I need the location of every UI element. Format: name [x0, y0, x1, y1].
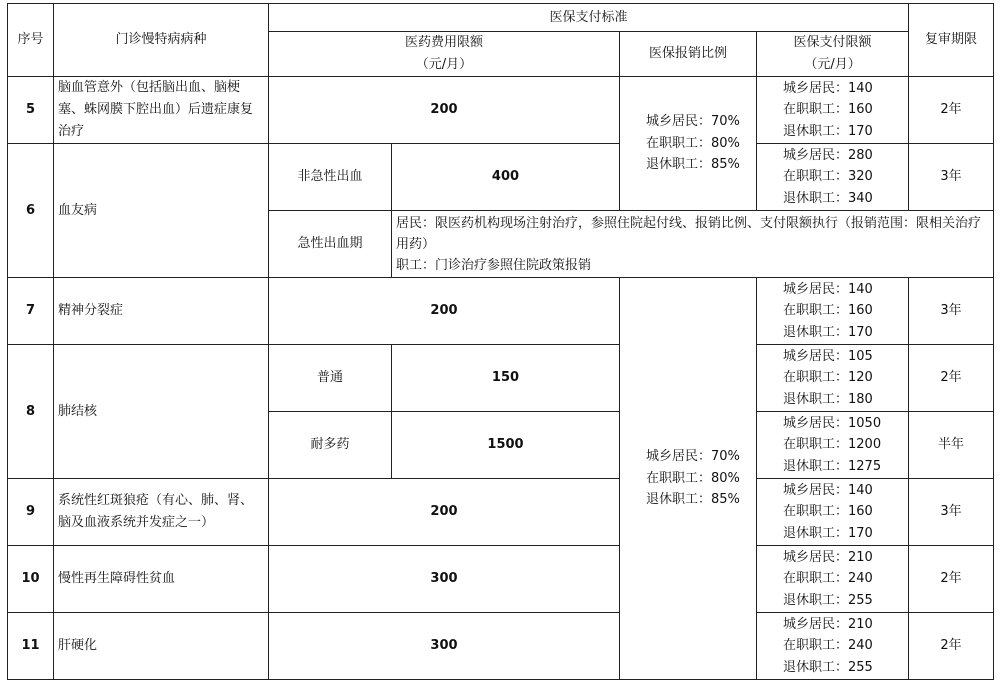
cost-limit: 1500 [392, 412, 620, 479]
pay-limit [757, 77, 909, 144]
review-period: 2年 [909, 77, 994, 144]
disease-name: 肺结核 [54, 345, 269, 479]
table-row [8, 345, 994, 412]
pay-employee: 在职职工：1200 [783, 437, 882, 453]
policy-note [392, 211, 994, 278]
note-employee: 职工：门诊治疗参照住院政策报销 [396, 257, 592, 273]
review-period: 2年 [909, 546, 994, 613]
table-row [8, 479, 994, 546]
pay-employee: 在职职工：120 [783, 370, 873, 386]
row-number: 9 [8, 479, 54, 546]
header-limit [269, 32, 620, 77]
review-period: 3年 [909, 144, 994, 211]
pay-retiree: 退休职工：255 [783, 592, 873, 608]
pay-employee: 在职职工：160 [783, 102, 873, 118]
sub-category: 非急性出血 [269, 144, 392, 211]
disease-name: 系统性红斑狼疮（有心、肺、肾、脑及血液系统并发症之一） [54, 479, 269, 546]
pay-limit [757, 345, 909, 412]
pay-limit [757, 479, 909, 546]
header-seq: 序号 [8, 4, 54, 77]
header-limit-unit: （元/月） [415, 57, 473, 72]
pay-limit [757, 546, 909, 613]
ratio-employee: 在职职工：80% [646, 470, 740, 486]
cost-limit: 400 [392, 144, 620, 211]
disease-name: 血友病 [54, 144, 269, 278]
row-number: 5 [8, 77, 54, 144]
reimbursement-ratio [620, 77, 757, 211]
pay-retiree: 退休职工：340 [783, 190, 873, 206]
row-number: 11 [8, 613, 54, 680]
pay-employee: 在职职工：160 [783, 303, 873, 319]
note-resident: 居民：限医药机构现场注射治疗，参照住院起付线、报销比例、支付限额执行（报销范围：限相关治疗用药） [396, 215, 982, 252]
cost-limit: 200 [269, 278, 620, 345]
row-number: 6 [8, 144, 54, 278]
review-period: 半年 [909, 412, 994, 479]
pay-resident: 城乡居民：140 [783, 80, 873, 96]
review-period: 2年 [909, 345, 994, 412]
pay-retiree: 退休职工：180 [783, 391, 873, 407]
header-ratio: 医保报销比例 [620, 32, 757, 77]
row-number: 10 [8, 546, 54, 613]
disease-name: 精神分裂症 [54, 278, 269, 345]
pay-retiree: 退休职工：255 [783, 659, 873, 675]
row-number: 7 [8, 278, 54, 345]
header-standard: 医保支付标准 [269, 4, 909, 32]
pay-employee: 在职职工：240 [783, 571, 873, 587]
cost-limit: 200 [269, 479, 620, 546]
sub-category: 急性出血期 [269, 211, 392, 278]
header-review: 复审期限 [909, 4, 994, 77]
ratio-resident: 城乡居民：70% [646, 449, 740, 465]
table-row [8, 546, 994, 613]
reimbursement-ratio [620, 278, 757, 680]
pay-limit [757, 278, 909, 345]
ratio-resident: 城乡居民：70% [646, 114, 740, 130]
review-period: 3年 [909, 479, 994, 546]
pay-retiree: 退休职工：170 [783, 123, 873, 139]
review-period: 3年 [909, 278, 994, 345]
cost-limit: 200 [269, 77, 620, 144]
pay-employee: 在职职工：320 [783, 169, 873, 185]
pay-retiree: 退休职工：1275 [783, 458, 882, 474]
pay-resident: 城乡居民：210 [783, 616, 873, 632]
disease-name: 慢性再生障碍性贫血 [54, 546, 269, 613]
header-pay-limit-unit: （元/月） [804, 57, 861, 72]
pay-employee: 在职职工：160 [783, 504, 873, 520]
sub-category: 普通 [269, 345, 392, 412]
row-number: 8 [8, 345, 54, 479]
table-row [8, 278, 994, 345]
sub-category: 耐多药 [269, 412, 392, 479]
review-period: 2年 [909, 613, 994, 680]
header-disease: 门诊慢特病病种 [54, 4, 269, 77]
table-row [8, 613, 994, 680]
pay-limit [757, 613, 909, 680]
pay-retiree: 退休职工：170 [783, 324, 873, 340]
ratio-retiree: 退休职工：85% [646, 157, 740, 173]
pay-limit [757, 412, 909, 479]
policy-table [7, 3, 994, 680]
cost-limit: 150 [392, 345, 620, 412]
disease-name: 肝硬化 [54, 613, 269, 680]
header-limit-label: 医药费用限额 [404, 35, 483, 50]
pay-limit [757, 144, 909, 211]
pay-resident: 城乡居民：210 [783, 549, 873, 565]
pay-employee: 在职职工：240 [783, 638, 873, 654]
table-row [8, 144, 994, 211]
ratio-employee: 在职职工：80% [646, 135, 740, 151]
pay-resident: 城乡居民：140 [783, 281, 873, 297]
cost-limit: 300 [269, 546, 620, 613]
header-pay-limit-label: 医保支付限额 [793, 35, 872, 50]
pay-resident: 城乡居民：105 [783, 348, 873, 364]
pay-resident: 城乡居民：280 [783, 147, 873, 163]
cost-limit: 300 [269, 613, 620, 680]
pay-retiree: 退休职工：170 [783, 525, 873, 541]
pay-resident: 城乡居民：140 [783, 482, 873, 498]
header-pay-limit [757, 32, 909, 77]
disease-name: 脑血管意外（包括脑出血、脑梗塞、蛛网膜下腔出血）后遗症康复治疗 [54, 77, 269, 144]
table-row [8, 77, 994, 144]
pay-resident: 城乡居民：1050 [783, 415, 882, 431]
ratio-retiree: 退休职工：85% [646, 492, 740, 508]
